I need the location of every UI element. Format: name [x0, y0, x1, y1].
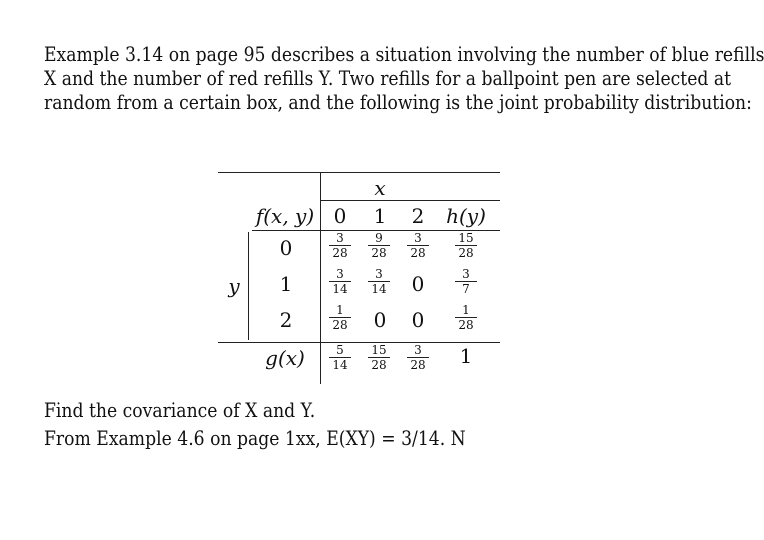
- cell-y0-x2: 3 28: [403, 232, 433, 259]
- h-value-y1: 3 7: [451, 268, 481, 295]
- cell-y1-x1: 3 14: [364, 268, 394, 295]
- joint-function-label: f(x, y): [255, 204, 315, 228]
- table-top-rule: [218, 172, 500, 173]
- cell-y2-x1: 0: [373, 308, 387, 332]
- cell-y1-x0: 3 14: [325, 268, 355, 295]
- cell-y2-x2: 0: [411, 308, 425, 332]
- intro-line-2: X and the number of red refills Y. Two refills for a ballpoint pen are selected at: [44, 66, 732, 90]
- x-variable-label: x: [374, 176, 386, 200]
- h-value-y0: 15 28: [451, 232, 481, 259]
- g-value-x1: 15 28: [364, 344, 394, 371]
- intro-line-3: random from a certain box, and the following is the joint probability distribution:: [44, 90, 752, 114]
- h-marginal-label: h(y): [446, 204, 486, 228]
- cell-y0-x1: 9 28: [364, 232, 394, 259]
- g-value-x0: 5 14: [325, 344, 355, 371]
- y-value-1: 1: [279, 272, 293, 296]
- h-value-y2: 1 28: [451, 304, 481, 331]
- y-variable-label: y: [228, 274, 240, 298]
- cell-y0-x0: 3 28: [325, 232, 355, 259]
- table-left-vrule: [248, 232, 249, 340]
- y-value-2: 2: [279, 308, 293, 332]
- x-value-2: 2: [411, 204, 425, 228]
- intro-line-1: Example 3.14 on page 95 describes a situation involving the number of blue refills: [44, 42, 764, 66]
- g-value-x2: 3 28: [403, 344, 433, 371]
- cell-y2-x0: 1 28: [325, 304, 355, 331]
- g-marginal-label: g(x): [265, 346, 305, 370]
- total-probability: 1: [459, 344, 473, 368]
- x-value-0: 0: [333, 204, 347, 228]
- y-value-0: 0: [279, 236, 293, 260]
- truncated-next-line-text: From Example 4.6 on page 1xx, E(XY) = 3/14. N: [44, 426, 466, 450]
- cell-y1-x2: 0: [411, 272, 425, 296]
- question-text: Find the covariance of X and Y.: [44, 398, 316, 422]
- x-value-1: 1: [373, 204, 387, 228]
- truncated-next-line: [44, 424, 466, 450]
- table-bottom-rule: [218, 342, 500, 343]
- table-header-rule: [320, 200, 500, 201]
- table-center-vrule: [320, 172, 321, 384]
